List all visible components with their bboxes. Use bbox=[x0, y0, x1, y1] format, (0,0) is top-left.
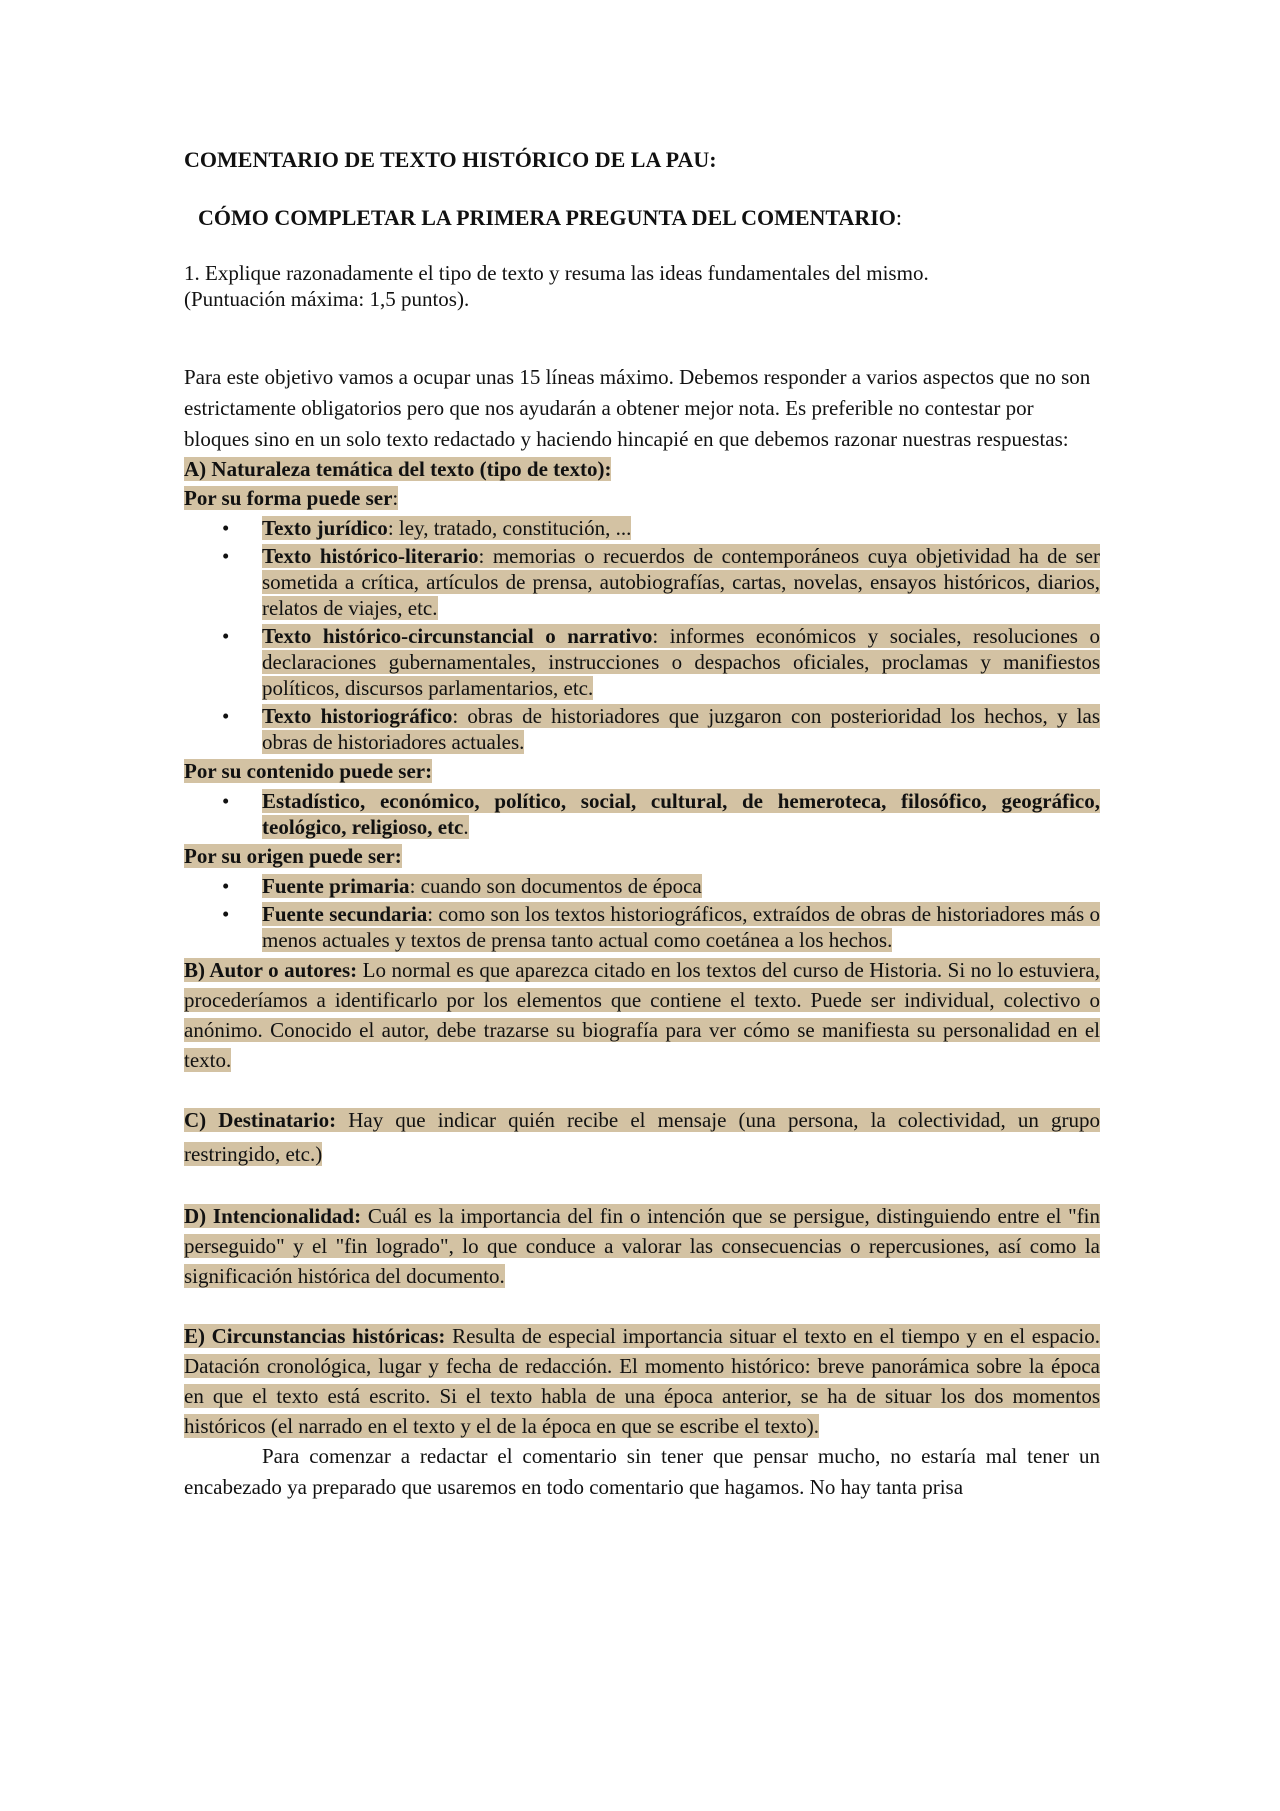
origen-label bbox=[184, 842, 1100, 871]
forma-label bbox=[184, 484, 1100, 513]
item-desc: : memorias o recuerdos de contemporáneos cuya objetividad ha de ser sometida a crítica, artículos de prensa, autobiografías, cartas, novelas, ensayos históricos, diarios, relatos de viajes, etc. bbox=[262, 544, 1100, 620]
forma-label-text: Por su forma puede ser bbox=[184, 486, 393, 510]
section-b-text: Lo normal es que aparezca citado en los textos del curso de Historia. Si no lo estuviera, procederíamos a identificarlo por los elementos que contiene el texto. Puede ser individual, colectivo o anónimo. Conocido el autor, debe trazarse su biografía para ver cómo se manifiesta su personalidad en el texto. bbox=[184, 958, 1100, 1072]
item-term: Texto historiográfico bbox=[262, 704, 453, 728]
item-desc: : cuando son documentos de época bbox=[409, 874, 702, 898]
document-subtitle bbox=[198, 204, 1100, 232]
forma-label-colon: : bbox=[392, 486, 399, 510]
bullet-icon: • bbox=[222, 516, 230, 540]
bullet-icon: • bbox=[222, 704, 230, 728]
section-d bbox=[184, 1201, 1100, 1291]
bullet-icon: • bbox=[222, 789, 230, 813]
bullet-icon: • bbox=[222, 544, 230, 568]
question-line-1: 1. Explique razonadamente el tipo de texto y resuma las ideas fundamentales del mismo. bbox=[184, 261, 929, 285]
section-c-text: Hay que indicar quién recibe el mensaje (una persona, la colectividad, un grupo restringido, etc.) bbox=[184, 1108, 1101, 1166]
forma-list bbox=[184, 515, 1100, 755]
item-term: Texto histórico-circunstancial o narrativo bbox=[262, 624, 653, 648]
question-line-2: (Puntuación máxima: 1,5 puntos). bbox=[184, 287, 470, 311]
bullet-icon: • bbox=[222, 624, 230, 648]
section-e bbox=[184, 1321, 1100, 1441]
contenido-label-text: Por su contenido puede ser: bbox=[184, 759, 433, 783]
list-item bbox=[184, 515, 1100, 541]
item-desc: : como son los textos historiográficos, extraídos de obras de historiadores más o menos actuales y textos de prensa tanto actual como coetánea a los hechos. bbox=[262, 902, 1100, 952]
document-title: COMENTARIO DE TEXTO HISTÓRICO DE LA PAU: bbox=[184, 147, 717, 172]
section-e-heading: E) Circunstancias históricas: bbox=[184, 1324, 446, 1348]
contenido-label bbox=[184, 757, 1100, 786]
bullet-icon: • bbox=[222, 874, 230, 898]
bullet-icon: • bbox=[222, 902, 230, 926]
list-item bbox=[184, 623, 1100, 701]
section-b bbox=[184, 955, 1100, 1075]
item-term: Estadístico, económico, político, social, cultural, de hemeroteca, filosófico, geográfico, teológico, religioso, etc bbox=[262, 789, 1100, 839]
item-desc: : ley, tratado, constitución, ... bbox=[387, 516, 632, 540]
section-a-heading bbox=[184, 455, 1100, 484]
item-desc: . bbox=[463, 815, 469, 839]
section-e-text: Resulta de especial importancia situar el texto en el tiempo y en el espacio. Datación cronológica, lugar y fecha de redacción. El momento histórico: breve panorámica sobre la época en que el texto está escrito. Si el texto habla de una época anterior, se ha de situar los dos momentos históricos (el narrado en el texto y el de la época en que se escribe el texto). bbox=[184, 1324, 1100, 1438]
subtitle-colon: : bbox=[895, 205, 903, 230]
intro-paragraph: Para este objetivo vamos a ocupar unas 15 líneas máximo. Debemos responder a varios aspectos que no son estrictamente obligatorios pero que nos ayudarán a obtener mejor nota. Es preferible no contestar por bloques sino en un solo texto redactado y haciendo hincapié en que debemos razonar nuestras respuestas: bbox=[184, 365, 1091, 451]
item-term: Fuente secundaria bbox=[262, 902, 428, 926]
section-a-heading-text: A) Naturaleza temática del texto (tipo de texto): bbox=[184, 457, 612, 481]
origen-list bbox=[184, 873, 1100, 953]
question-text bbox=[184, 260, 1100, 312]
section-c bbox=[184, 1103, 1100, 1171]
subtitle-text: CÓMO COMPLETAR LA PRIMERA PREGUNTA DEL COMENTARIO bbox=[198, 205, 896, 230]
item-desc: : obras de historiadores que juzgaron con posterioridad los hechos, y las obras de historiadores actuales. bbox=[262, 704, 1100, 754]
section-a bbox=[184, 455, 1100, 953]
list-item bbox=[184, 788, 1100, 840]
list-item bbox=[184, 873, 1100, 899]
contenido-list bbox=[184, 788, 1100, 840]
list-item bbox=[184, 703, 1100, 755]
section-b-heading: B) Autor o autores: bbox=[184, 958, 358, 982]
closing-paragraph: Para comenzar a redactar el comentario sin tener que pensar mucho, no estaría mal tener un encabezado ya preparado que usaremos en todo comentario que hagamos. No hay tanta prisa bbox=[184, 1444, 1100, 1499]
section-d-heading: D) Intencionalidad: bbox=[184, 1204, 362, 1228]
item-term: Fuente primaria bbox=[262, 874, 410, 898]
origen-label-text: Por su origen puede ser: bbox=[184, 844, 402, 868]
list-item bbox=[184, 543, 1100, 621]
list-item bbox=[184, 901, 1100, 953]
section-d-text: Cuál es la importancia del fin o intención que se persigue, distinguiendo entre el "fin perseguido" y el "fin logrado", lo que conduce a valorar las consecuencias o repercusiones, así como la significación histórica del documento. bbox=[184, 1204, 1101, 1288]
item-term: Texto jurídico bbox=[262, 516, 388, 540]
item-desc: : informes económicos y sociales, resoluciones o declaraciones gubernamentales, instrucciones o despachos oficiales, proclamas y manifiestos políticos, discursos parlamentarios, etc. bbox=[262, 624, 1100, 700]
section-c-heading: C) Destinatario: bbox=[184, 1108, 337, 1132]
item-term: Texto histórico-literario bbox=[262, 544, 479, 568]
